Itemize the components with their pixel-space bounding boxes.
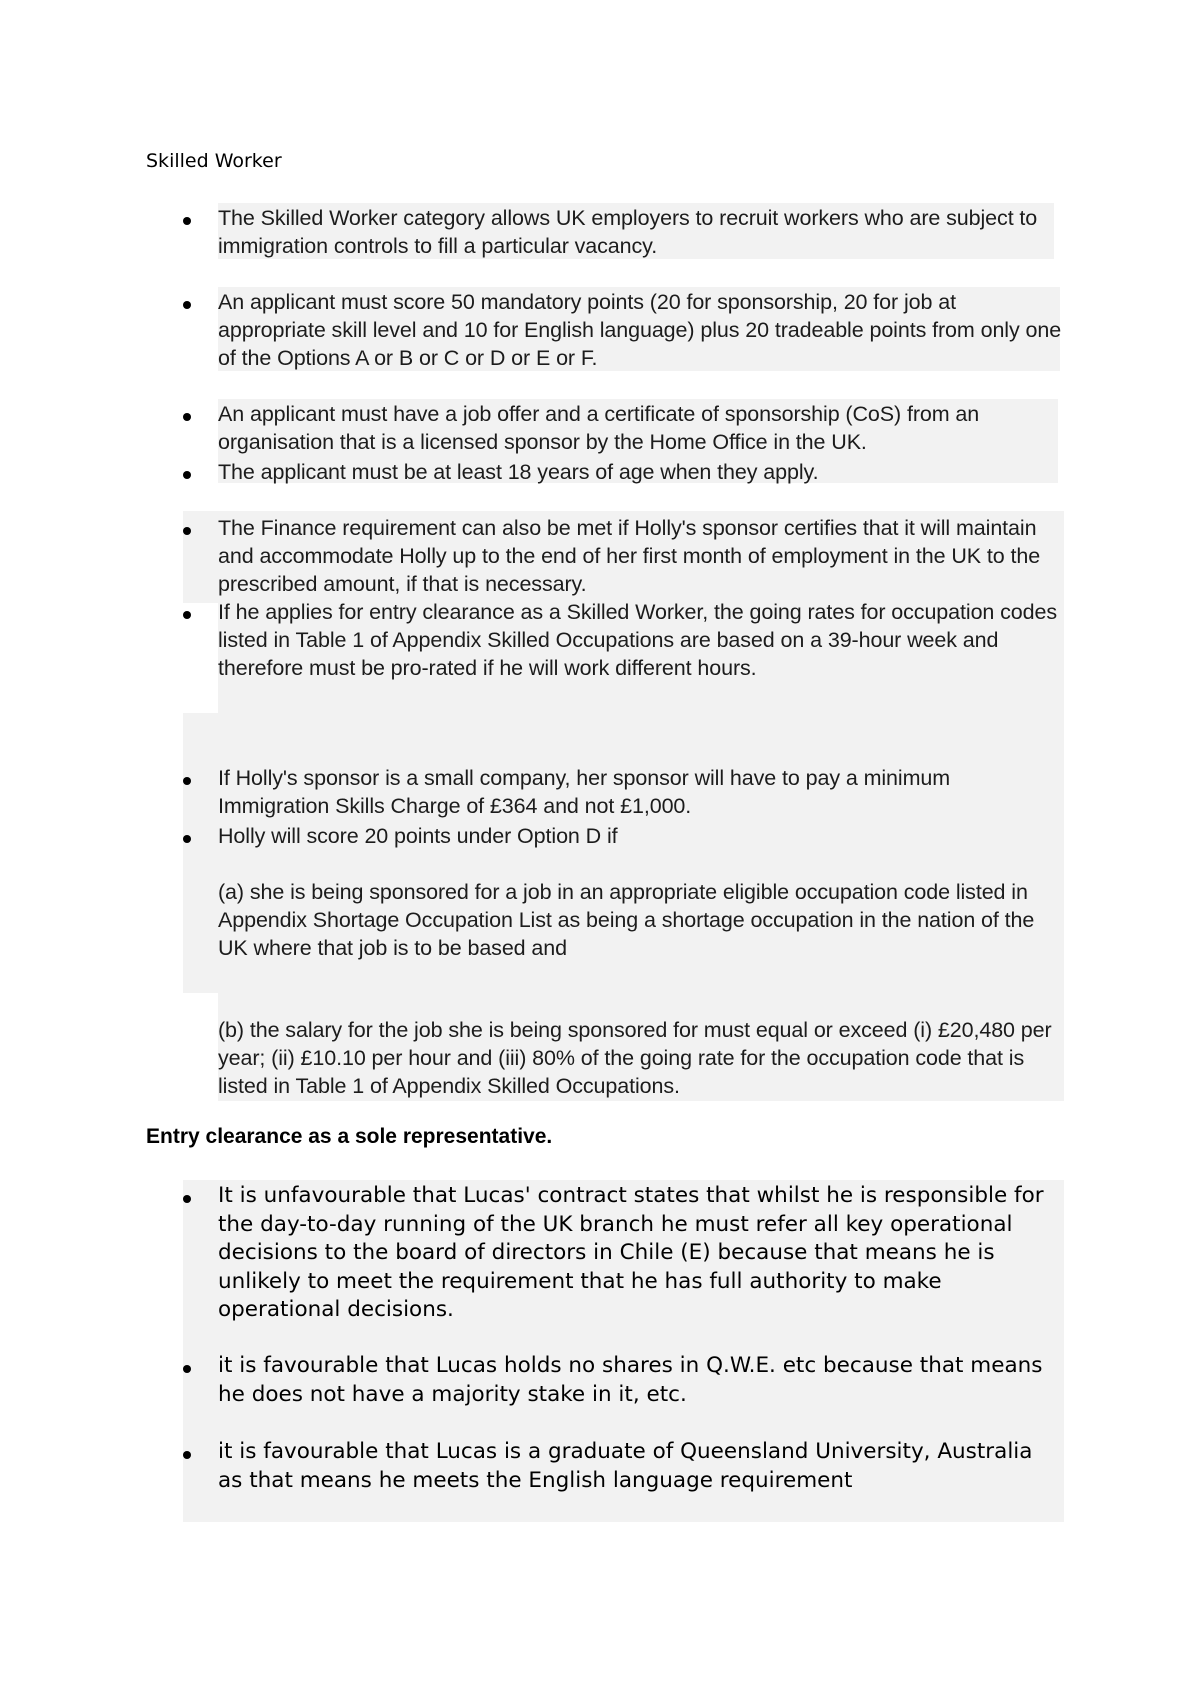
bullet-icon [183, 471, 191, 479]
list-item-text: it is favourable that Lucas is a graduate of Queensland University, Australia as that means he meets the English language requirement [218, 1439, 1033, 1493]
list-item-text: If Holly's sponsor is a small company, her sponsor will have to pay a minimum Immigration Skills Charge of £364 and not £1,000. [218, 766, 951, 818]
bullet-icon [183, 217, 191, 225]
list-item [183, 1182, 1063, 1330]
bullet-icon [183, 1365, 191, 1373]
list-item-text: It is unfavourable that Lucas' contract states that whilst he is responsible for the day-to-day running of the UK branch he must refer all key operational decisions to the board of directors in Chile (E) because that means he is unlikely to meet the requirement that he has full authority to make operational decisions. [218, 1183, 1044, 1322]
bullet-icon [183, 611, 191, 619]
bullet-icon [183, 777, 191, 785]
list-item [183, 1352, 1063, 1412]
list-item [183, 599, 1063, 711]
sub-paragraph-a: (a) she is being sponsored for a job in an appropriate eligible occupation code listed in Appendix Shortage Occupation List as being a shortage occupation in the nation of the UK where that job is to be based and [218, 880, 1035, 960]
list-item-text: The applicant must be at least 18 years of age when they apply. [218, 460, 819, 484]
section-heading-sole-representative: Entry clearance as a sole representative. [146, 1125, 553, 1148]
bullet-icon [183, 835, 191, 843]
bullet-icon [183, 1195, 191, 1203]
list-item-text: it is favourable that Lucas holds no shares in Q.W.E. etc because that means he does not have a majority stake in it, etc. [218, 1353, 1043, 1407]
list-item [183, 289, 1063, 375]
bullet-icon [183, 527, 191, 535]
sub-paragraph-b: (b) the salary for the job she is being sponsored for must equal or exceed (i) £20,480 per year; (ii) £10.10 per hour and (iii) 80% of the going rate for the occupation code that is listed in Table 1 of Appendix Skilled Occupations. [218, 1018, 1052, 1098]
list-item-text: An applicant must score 50 mandatory points (20 for sponsorship, 20 for job at appropriate skill level and 10 for English language) plus 20 tradeable points from only one of the Options A or B or C or D or E or F. [218, 290, 1062, 370]
list-item [183, 205, 1063, 265]
list-item-text: An applicant must have a job offer and a certificate of sponsorship (CoS) from an organisation that is a licensed sponsor by the Home Office in the UK. [218, 402, 980, 454]
list-item [183, 459, 1063, 489]
list-item [183, 1438, 1063, 1498]
bullet-icon [183, 301, 191, 309]
list-item-text: The Finance requirement can also be met if Holly's sponsor certifies that it will maintain and accommodate Holly up to the end of her first month of employment in the UK to the prescribed amount, if that is necessary. [218, 516, 1041, 596]
bullet-icon [183, 1451, 191, 1459]
list-item-text: If he applies for entry clearance as a Skilled Worker, the going rates for occupation codes listed in Table 1 of Appendix Skilled Occupations are based on a 39-hour week and therefore must be pro-rated if he will work different hours. [218, 600, 1058, 680]
list-item [183, 765, 1063, 823]
section-heading-skilled-worker: Skilled Worker [146, 150, 282, 172]
list-item [183, 823, 1063, 853]
list-item [183, 401, 1063, 459]
list-item-text: The Skilled Worker category allows UK employers to recruit workers who are subject to immigration controls to fill a particular vacancy. [218, 206, 1038, 258]
list-item [183, 515, 1063, 601]
bullet-icon [183, 413, 191, 421]
list-item-text: Holly will score 20 points under Option D if [218, 824, 618, 848]
